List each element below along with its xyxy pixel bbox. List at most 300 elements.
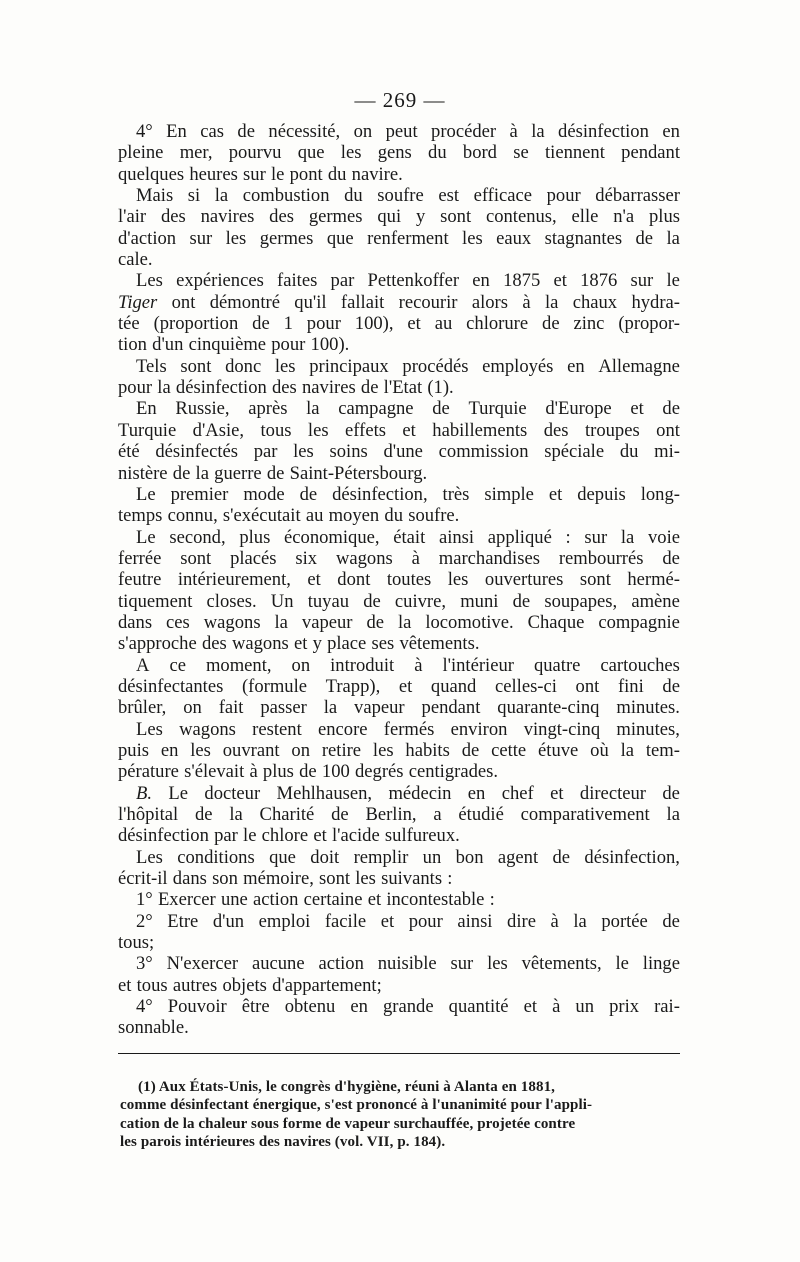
word: appliqué bbox=[487, 526, 552, 548]
word: le bbox=[666, 270, 680, 292]
text-line bbox=[118, 420, 680, 441]
word: de bbox=[163, 1115, 183, 1132]
word: expériences bbox=[176, 270, 264, 292]
word: réuni bbox=[404, 1079, 444, 1095]
word: et bbox=[550, 782, 564, 804]
text-line bbox=[118, 783, 680, 804]
word: vêtements, bbox=[521, 953, 602, 975]
word: de bbox=[363, 590, 381, 612]
word: 2° bbox=[136, 910, 153, 932]
word: de bbox=[325, 1115, 345, 1132]
word: l'acide bbox=[331, 825, 380, 847]
word: étuve bbox=[538, 739, 579, 761]
word: qui bbox=[377, 206, 402, 228]
text-line bbox=[118, 121, 680, 142]
text-line bbox=[118, 847, 680, 868]
word: Chaque bbox=[527, 611, 585, 633]
word: brûler, bbox=[118, 697, 167, 719]
word: restent bbox=[252, 718, 302, 740]
word: du bbox=[344, 185, 363, 207]
word: Turquie bbox=[118, 419, 177, 441]
word: désinfection bbox=[558, 121, 649, 142]
word: VII, bbox=[366, 1133, 398, 1150]
text-line bbox=[118, 334, 680, 355]
word: sur bbox=[243, 163, 266, 185]
text-line bbox=[118, 953, 680, 974]
word: se bbox=[513, 142, 529, 164]
word: pendant bbox=[621, 142, 680, 164]
word: tiennent bbox=[544, 142, 605, 164]
word: navires bbox=[302, 377, 356, 399]
word: gens bbox=[377, 142, 412, 164]
word: Le bbox=[136, 483, 156, 505]
word: employés bbox=[482, 355, 554, 377]
text-line bbox=[118, 206, 680, 227]
word: Aux bbox=[158, 1079, 190, 1095]
word: ont bbox=[575, 675, 600, 697]
word: on bbox=[353, 121, 373, 142]
word: commission bbox=[438, 441, 529, 463]
word: sont bbox=[180, 355, 212, 377]
word: ont bbox=[171, 291, 196, 313]
word: l'unanimité bbox=[432, 1097, 511, 1114]
word: y bbox=[312, 633, 322, 655]
word: la bbox=[620, 526, 635, 548]
text-line bbox=[118, 740, 680, 761]
word: des bbox=[201, 633, 227, 655]
text-line bbox=[118, 676, 680, 697]
word: pleine bbox=[118, 142, 164, 164]
word: pour bbox=[271, 334, 306, 356]
word: Berlin, bbox=[365, 804, 417, 825]
word: tous bbox=[136, 974, 168, 996]
word: docteur bbox=[204, 782, 261, 804]
word: au bbox=[305, 505, 324, 527]
word: intérieurement, bbox=[177, 569, 291, 591]
word: vapeur bbox=[344, 1115, 394, 1132]
word: les bbox=[190, 739, 211, 761]
word: encore bbox=[317, 718, 368, 740]
word: les bbox=[274, 355, 296, 377]
word: Mais bbox=[136, 185, 174, 207]
word: tous; bbox=[118, 932, 155, 954]
text-line bbox=[118, 185, 680, 206]
word: amène bbox=[631, 590, 680, 612]
word: peut bbox=[385, 121, 418, 142]
word: de bbox=[252, 313, 270, 335]
word: et bbox=[407, 313, 421, 335]
word: navire. bbox=[351, 163, 403, 185]
word: spéciale bbox=[544, 441, 605, 463]
word: d'action bbox=[118, 227, 177, 249]
word: hermé- bbox=[627, 569, 680, 591]
word: d'Europe bbox=[545, 398, 612, 420]
word: wagons bbox=[203, 611, 261, 633]
word: 4° bbox=[136, 121, 153, 142]
word: quarante-cinq bbox=[497, 697, 600, 719]
text-line bbox=[118, 655, 680, 676]
text-line bbox=[118, 868, 680, 889]
word: les bbox=[355, 868, 376, 890]
word: (vol. bbox=[334, 1133, 367, 1150]
word: pourvu bbox=[228, 142, 282, 164]
word: les bbox=[340, 142, 362, 164]
word: mémoire, bbox=[243, 868, 314, 890]
word: une bbox=[220, 889, 248, 911]
word: un bbox=[575, 996, 595, 1018]
word: certaine bbox=[303, 889, 363, 911]
word: Les bbox=[136, 718, 163, 740]
word: troupes bbox=[584, 419, 640, 441]
word: pour bbox=[510, 1097, 546, 1114]
word: closes. bbox=[206, 590, 257, 612]
text-line bbox=[118, 463, 680, 484]
word: des bbox=[269, 206, 294, 228]
word: sur bbox=[630, 270, 654, 292]
word: procédés bbox=[402, 355, 469, 377]
word: sont bbox=[319, 868, 351, 890]
word: pérature bbox=[118, 761, 179, 783]
word: chaleur bbox=[198, 1115, 252, 1132]
text-line bbox=[118, 633, 680, 654]
word: les bbox=[487, 953, 508, 975]
text-line bbox=[118, 697, 680, 718]
word: 1875 bbox=[503, 270, 541, 292]
word: de bbox=[662, 547, 680, 569]
word: habits bbox=[405, 739, 450, 761]
text-line bbox=[118, 270, 680, 291]
word: Tiger bbox=[118, 291, 158, 313]
footnote-line bbox=[120, 1096, 680, 1114]
word: pour bbox=[408, 910, 443, 932]
word: ainsi bbox=[457, 910, 493, 932]
word: médecin bbox=[388, 782, 452, 804]
word: vapeur bbox=[301, 611, 353, 633]
word: (1). bbox=[427, 377, 454, 399]
text-line bbox=[118, 164, 680, 185]
text-line bbox=[118, 719, 680, 740]
word: de bbox=[662, 782, 680, 804]
word: et bbox=[402, 419, 416, 441]
word: les bbox=[120, 1133, 141, 1150]
word: l'hôpital bbox=[118, 804, 179, 825]
word: principaux bbox=[309, 355, 389, 377]
word: s'est bbox=[324, 1097, 357, 1114]
word: des bbox=[543, 419, 569, 441]
word: n'a bbox=[613, 206, 635, 228]
word: soupapes, bbox=[544, 590, 618, 612]
word: de bbox=[432, 398, 450, 420]
word: (proportion bbox=[153, 313, 239, 335]
word: et bbox=[548, 483, 563, 505]
word: très bbox=[442, 483, 470, 505]
word: sonnable. bbox=[118, 1017, 189, 1039]
word: écrit-il bbox=[118, 868, 168, 890]
word: les bbox=[307, 419, 329, 441]
word: wagons bbox=[179, 718, 236, 740]
word: : bbox=[489, 889, 495, 911]
word: mi- bbox=[654, 441, 680, 463]
footnote-separator bbox=[118, 1053, 680, 1054]
word: ouvrant bbox=[222, 739, 280, 761]
word: la bbox=[666, 804, 680, 825]
word: dont bbox=[337, 569, 371, 591]
word: de bbox=[662, 910, 680, 932]
word: était bbox=[393, 526, 426, 548]
word: six bbox=[295, 547, 318, 569]
word: Le bbox=[168, 782, 189, 804]
word: de bbox=[299, 761, 317, 783]
word: zinc bbox=[573, 313, 605, 335]
word: à bbox=[411, 547, 420, 569]
word: la bbox=[573, 910, 587, 932]
text-line bbox=[118, 228, 680, 249]
word: désinfection, bbox=[332, 483, 428, 505]
word: depuis bbox=[577, 483, 626, 505]
word: conditions bbox=[177, 846, 255, 868]
word: portée bbox=[601, 910, 648, 932]
word: à bbox=[420, 1097, 433, 1114]
word: de bbox=[266, 462, 285, 484]
word: vingt-cinq bbox=[523, 718, 601, 740]
word: des bbox=[258, 1133, 284, 1150]
word: tous bbox=[260, 419, 292, 441]
word: on bbox=[183, 697, 202, 719]
word: prix bbox=[609, 996, 640, 1018]
text-line bbox=[118, 292, 680, 313]
word: Les bbox=[136, 846, 163, 868]
word: chaux bbox=[572, 291, 618, 313]
word: la bbox=[229, 804, 243, 825]
word: Alanta bbox=[453, 1079, 502, 1095]
word: la bbox=[323, 697, 338, 719]
text-line bbox=[118, 996, 680, 1017]
word: compagnie bbox=[598, 611, 680, 633]
word: cale. bbox=[118, 249, 153, 271]
word: économique, bbox=[284, 526, 380, 548]
word: dire bbox=[507, 910, 536, 932]
word: eaux bbox=[496, 227, 532, 249]
word: qu'il bbox=[294, 291, 327, 313]
word: 1 bbox=[283, 313, 293, 335]
word: 1881, bbox=[520, 1079, 556, 1095]
word: faites bbox=[277, 270, 318, 292]
word: et bbox=[630, 398, 644, 420]
word: action bbox=[318, 953, 364, 975]
word: quand bbox=[430, 675, 477, 697]
word: fait bbox=[218, 697, 244, 719]
word: donc bbox=[225, 355, 262, 377]
word: ferrée bbox=[118, 547, 162, 569]
word: En bbox=[166, 121, 187, 142]
word: 100). bbox=[310, 334, 350, 356]
word: germes bbox=[308, 206, 363, 228]
word: recourir bbox=[398, 291, 458, 313]
word: son bbox=[212, 868, 238, 890]
word: et bbox=[293, 633, 308, 655]
word: à bbox=[443, 1079, 454, 1095]
word: par bbox=[214, 825, 238, 847]
word: à bbox=[249, 761, 258, 783]
text-line bbox=[118, 932, 680, 953]
word: feutre bbox=[118, 569, 162, 591]
word: Le bbox=[136, 526, 156, 548]
word: les bbox=[293, 441, 314, 463]
word: États-Unis, bbox=[189, 1079, 266, 1095]
word: les bbox=[447, 569, 469, 591]
page-number: — 269 — bbox=[354, 88, 446, 112]
word: et bbox=[523, 996, 538, 1018]
word: retire bbox=[321, 739, 362, 761]
word: de bbox=[542, 313, 560, 335]
word: remplir bbox=[353, 846, 409, 868]
word: est bbox=[438, 185, 459, 207]
word: agent bbox=[497, 846, 539, 868]
word: s'approche bbox=[118, 633, 197, 655]
text-line bbox=[118, 761, 680, 782]
word: en bbox=[567, 355, 585, 377]
word: soufre bbox=[377, 185, 424, 207]
word: moyen bbox=[328, 505, 380, 527]
word: placés bbox=[230, 547, 277, 569]
word: pour bbox=[118, 377, 153, 399]
word: chlore bbox=[261, 825, 309, 847]
word: suivants bbox=[381, 868, 443, 890]
word: tem- bbox=[645, 739, 680, 761]
word: l'intérieur bbox=[442, 654, 514, 676]
word: chef bbox=[501, 782, 534, 804]
text-line bbox=[118, 398, 680, 419]
word: plus bbox=[262, 761, 294, 783]
word: de bbox=[331, 804, 349, 825]
word: quantité bbox=[448, 996, 509, 1018]
word: vêtements. bbox=[399, 633, 480, 655]
word: congrès bbox=[280, 1079, 335, 1095]
word: été bbox=[118, 441, 140, 463]
word: du bbox=[619, 441, 639, 463]
word: en bbox=[501, 1079, 521, 1095]
word: désinfectant bbox=[170, 1097, 253, 1114]
word: par bbox=[330, 270, 355, 292]
word: alors bbox=[471, 291, 508, 313]
word: linge bbox=[642, 953, 680, 975]
word: mer, bbox=[179, 142, 213, 164]
word: à bbox=[414, 654, 423, 676]
word: de bbox=[299, 483, 318, 505]
word: et bbox=[553, 270, 567, 292]
word: à bbox=[522, 291, 531, 313]
word: minutes. bbox=[616, 697, 680, 719]
word: passer bbox=[260, 697, 307, 719]
word: débarrasser bbox=[595, 185, 680, 207]
word: comme bbox=[120, 1097, 171, 1114]
word: aucune bbox=[251, 953, 305, 975]
word: premier bbox=[170, 483, 229, 505]
word: des bbox=[160, 206, 186, 228]
text-line bbox=[118, 527, 680, 548]
word: de bbox=[366, 611, 384, 633]
word: temps bbox=[118, 505, 163, 527]
text-line bbox=[118, 804, 680, 825]
word: les bbox=[225, 227, 247, 249]
word: Pettenkoffer bbox=[367, 270, 460, 292]
word: efficace bbox=[473, 185, 533, 207]
text-line bbox=[118, 569, 680, 590]
word: la bbox=[195, 462, 209, 484]
word: et bbox=[367, 889, 382, 911]
word: Allemagne bbox=[598, 355, 680, 377]
word: ouvertures bbox=[484, 569, 564, 591]
word: la bbox=[157, 377, 171, 399]
word: et bbox=[398, 675, 413, 697]
word: de bbox=[237, 121, 255, 142]
word: forme bbox=[282, 1115, 326, 1132]
word: pendant bbox=[421, 697, 481, 719]
word: heures bbox=[189, 163, 238, 185]
word: celles-ci bbox=[494, 675, 557, 697]
word: à bbox=[552, 996, 561, 1018]
word: par bbox=[253, 441, 278, 463]
word: pont bbox=[289, 163, 323, 185]
word: Mehlhausen, bbox=[276, 782, 373, 804]
word: procéder bbox=[431, 121, 497, 142]
word: directeur bbox=[579, 782, 646, 804]
word: les bbox=[462, 227, 483, 249]
word: wagons bbox=[231, 633, 289, 655]
word: bon bbox=[455, 846, 484, 868]
word: objets bbox=[222, 974, 267, 996]
word: de bbox=[662, 398, 680, 420]
text-line bbox=[118, 591, 680, 612]
word: la bbox=[306, 398, 320, 420]
word: tiquement bbox=[118, 590, 193, 612]
word: projetée bbox=[477, 1115, 535, 1132]
word: le bbox=[265, 1079, 281, 1095]
word: sous bbox=[251, 1115, 283, 1132]
word: parois bbox=[140, 1133, 186, 1150]
word: (propor- bbox=[618, 313, 680, 335]
word: et bbox=[307, 569, 321, 591]
word: au bbox=[434, 313, 453, 335]
footnote-line bbox=[120, 1115, 680, 1133]
word: désinfection, bbox=[584, 846, 680, 868]
word: Turquie bbox=[468, 398, 527, 420]
word: soufre. bbox=[408, 505, 460, 527]
word: Trapp), bbox=[325, 675, 381, 697]
word: marchandises bbox=[438, 547, 540, 569]
word: la bbox=[544, 291, 559, 313]
word: fermés bbox=[383, 718, 435, 740]
word: sont bbox=[180, 547, 212, 569]
body-text bbox=[118, 121, 680, 1039]
word: l'air bbox=[118, 206, 147, 228]
text-line bbox=[118, 548, 680, 569]
word: tée bbox=[118, 313, 140, 335]
word: obtenu bbox=[284, 996, 336, 1018]
word: centigrades. bbox=[408, 761, 499, 783]
word: toutes bbox=[386, 569, 432, 591]
word: effets bbox=[345, 419, 386, 441]
word: elle bbox=[571, 206, 599, 228]
footnote bbox=[120, 1078, 680, 1151]
word: si bbox=[187, 185, 201, 207]
text-line bbox=[118, 975, 680, 996]
word: wagons bbox=[335, 547, 393, 569]
word: fallait bbox=[340, 291, 385, 313]
text-line bbox=[118, 889, 680, 910]
word: cinquième bbox=[188, 334, 267, 356]
word: Les bbox=[136, 270, 163, 292]
